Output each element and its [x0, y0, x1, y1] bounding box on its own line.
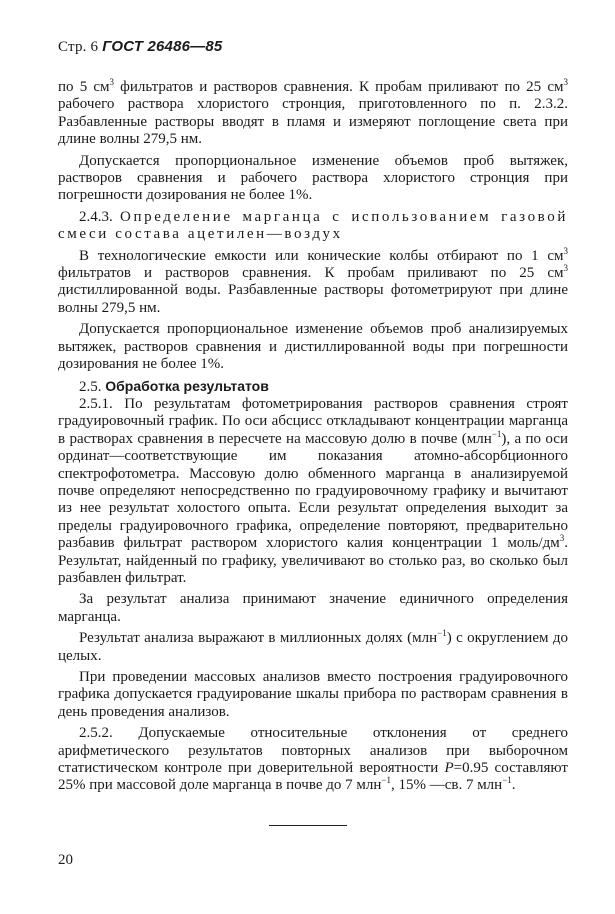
- end-rule: [269, 825, 347, 826]
- page-number: 20: [58, 852, 73, 868]
- paragraph-3: В технологические емкости или конические колбы отбирают по 1 $см^3$ фильтратов и растворов сравнения. К пробам приливают по 25 $см^3$ дистиллированной воды. Разбавленные растворы фотометрируют при длине волны 279,5 нм.: [58, 245, 568, 316]
- section-title: Обработка результатов: [105, 377, 269, 394]
- paragraph-1: по 5 $см^3$ фильтратов и растворов сравнения. К пробам приливают по 25 $см^3$ рабочего раствора хлористого стронция, приготовленного по п. 2.3.2. Разбавленные растворы вводят в пламя и измеряют поглощение света при длине волны 279,5 нм.: [58, 77, 568, 148]
- paragraph-2: Допускается пропорциональное изменение объемов проб вытяжек, растворов сравнения и рабочего раствора хлористого стронция при погрешности дозирования не более 1%.: [58, 152, 568, 204]
- section-number: 2.4.3.: [79, 208, 113, 225]
- paragraph-7: Результат анализа выражают в миллионных долях (млн$^{-1}$) с округлением до целых.: [58, 628, 568, 664]
- body-text: [58, 79, 568, 799]
- paragraph-6: За результат анализа принимают значение единичного определения марганца.: [58, 591, 568, 625]
- header-page-label: Стр. 6: [58, 39, 99, 55]
- running-header: [58, 38, 222, 56]
- section-2-4-3-heading: [58, 209, 568, 244]
- section-title: Определение марганца с использованием газовой смеси состава ацетилен—воздух: [58, 208, 568, 243]
- paragraph-8: При проведении массовых анализов вместо построения градуировочного графика допускается градуирование шкалы прибора по растворам сравнения в день проведения анализов.: [58, 669, 568, 720]
- section-number: 2.5.: [79, 378, 102, 395]
- paragraph-5: 2.5.1. По результатам фотометрирования растворов сравнения строят градуировочный график. По оси абсцисс откладывают концентрации марганца в растворах сравнения в пересчете на массовую долю в почве (млн$^{-1}$), а по оси ординат—соответствующие им показания атомно-абсорбционного спектрофотометра. Массовую долю обменного марганца в анализируемой почве определяют непосредственно по градуировочному графику и вычитают из нее результат холостого опыта. Если результат определения выходит за пределы градуировочного графика, определение повторяют, предварительно разбавив фильтрат раствором хлористого калия концентрации 1 моль/$дм^3$. Результат, найденный по графику, увеличивают во столько раз, во сколько был разбавлен фильтрат.: [58, 395, 568, 586]
- header-standard-code: ГОСТ 26486—85: [102, 38, 223, 55]
- paragraph-9: 2.5.2. Допускаемые относительные отклонения от среднего арифметического результатов повторных анализов при выборочном статистическом контроле при доверительной вероятности P=0.95 составляют 25% при массовой доле марганца в почве до 7 млн$^{-1}$, 15% —св. 7 млн$^{-1}$.: [58, 725, 568, 794]
- paragraph-4: Допускается пропорциональное изменение объемов проб анализируемых вытяжек, растворов сравнения и дистиллированной воды при погрешности дозирования не более 1%.: [58, 321, 568, 373]
- section-2-5-heading: [58, 378, 568, 396]
